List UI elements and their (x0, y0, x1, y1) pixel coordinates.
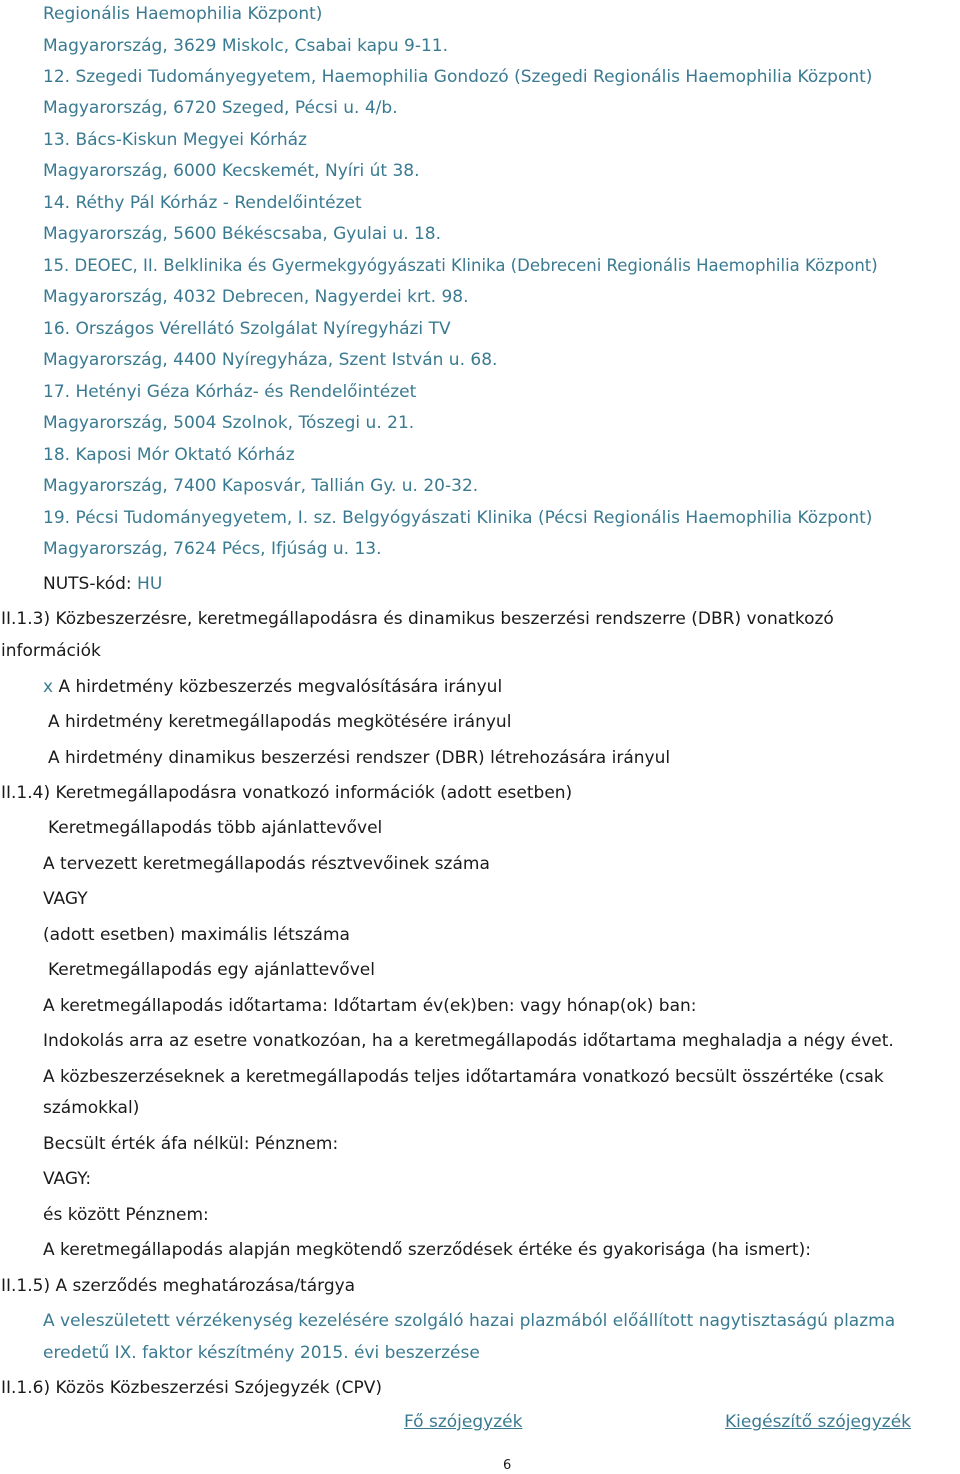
section-heading: II.1.6) Közös Közbeszerzési Szójegyzék (CPV) (1, 1378, 383, 1398)
nuts-value: HU (137, 574, 163, 594)
address-name: 19. Pécsi Tudományegyetem, I. sz. Belgyógyászati Klinika (Pécsi Regionális Haemophilia Központ) (43, 508, 873, 528)
framework-line: számokkal) (43, 1098, 140, 1118)
address-line: Magyarország, 5600 Békéscsaba, Gyulai u. 18. (43, 224, 442, 244)
framework-line: A keretmegállapodás alapján megkötendő szerződések értéke és gyakorisága (ha ismert): (43, 1240, 811, 1260)
framework-line: A tervezett keretmegállapodás résztvevőinek száma (43, 854, 490, 874)
contract-description: A veleszületett vérzékenység kezelésére szolgáló hazai plazmából előállított nagytisztaságú plazma (43, 1311, 896, 1331)
section-heading: II.1.3) Közbeszerzésre, keretmegállapodásra és dinamikus beszerzési rendszerre (DBR) vonatkozó (1, 609, 834, 629)
nuts-code (43, 574, 162, 594)
main-vocabulary-header: Fő szójegyzék (404, 1412, 523, 1432)
check-mark-icon: x (43, 677, 54, 697)
address-name: 14. Réthy Pál Kórház - Rendelőintézet (43, 193, 362, 213)
framework-line: VAGY: (43, 1169, 92, 1189)
contract-description-cont: eredetű IX. faktor készítmény 2015. évi beszerzése (43, 1343, 480, 1363)
address-line: Magyarország, 6000 Kecskemét, Nyíri út 38. (43, 161, 420, 181)
framework-line: Keretmegállapodás több ajánlattevővel (48, 818, 383, 838)
section-heading: II.1.4) Keretmegállapodásra vonatkozó információk (adott esetben) (1, 783, 573, 803)
option-label: A hirdetmény közbeszerzés megvalósítására irányul (58, 677, 503, 697)
address-line: Magyarország, 3629 Miskolc, Csabai kapu 9-11. (43, 36, 448, 56)
address-name: 15. DEOEC, II. Belklinika és Gyermekgyógyászati Klinika (Debreceni Regionális Haemophilia Központ) (43, 256, 878, 275)
page-number: 6 (503, 1458, 512, 1473)
address-line: Magyarország, 4032 Debrecen, Nagyerdei krt. 98. (43, 287, 469, 307)
address-name: 17. Hetényi Géza Kórház- és Rendelőintézet (43, 382, 417, 402)
framework-line: és között Pénznem: (43, 1205, 209, 1225)
framework-line: A keretmegállapodás időtartama: Időtartam év(ek)ben: vagy hónap(ok) ban: (43, 996, 697, 1016)
address-name: 18. Kaposi Mór Oktató Kórház (43, 445, 295, 465)
address-line: Magyarország, 7400 Kaposvár, Tallián Gy. u. 20-32. (43, 476, 479, 496)
address-line: Magyarország, 5004 Szolnok, Tószegi u. 21. (43, 413, 415, 433)
option-dbr: A hirdetmény dinamikus beszerzési rendszer (DBR) létrehozására irányul (48, 748, 671, 768)
option-procurement (43, 677, 502, 697)
framework-line: Becsült érték áfa nélkül: Pénznem: (43, 1134, 339, 1154)
address-name: 13. Bács-Kiskun Megyei Kórház (43, 130, 307, 150)
address-line: Magyarország, 4400 Nyíregyháza, Szent István u. 68. (43, 350, 498, 370)
section-heading: II.1.5) A szerződés meghatározása/tárgya (1, 1276, 356, 1296)
option-framework: A hirdetmény keretmegállapodás megkötésére irányul (48, 712, 512, 732)
framework-line: A közbeszerzéseknek a keretmegállapodás teljes időtartamára vonatkozó becsült összértéke (csak (43, 1067, 884, 1087)
address-line: Magyarország, 6720 Szeged, Pécsi u. 4/b. (43, 98, 398, 118)
address-name: Regionális Haemophilia Központ) (43, 4, 323, 24)
section-heading-cont: információk (1, 641, 101, 661)
address-line: Magyarország, 7624 Pécs, Ifjúság u. 13. (43, 539, 382, 559)
nuts-label: NUTS-kód: (43, 574, 132, 594)
address-name: 12. Szegedi Tudományegyetem, Haemophilia Gondozó (Szegedi Regionális Haemophilia Központ) (43, 67, 873, 87)
framework-line: Indokolás arra az esetre vonatkozóan, ha a keretmegállapodás időtartama meghaladja a négy évet. (43, 1031, 894, 1051)
supplementary-vocabulary-header: Kiegészítő szójegyzék (725, 1412, 911, 1432)
address-name: 16. Országos Vérellátó Szolgálat Nyíregyházi TV (43, 319, 451, 339)
framework-line: (adott esetben) maximális létszáma (43, 925, 350, 945)
framework-line: VAGY (43, 889, 88, 909)
framework-line: Keretmegállapodás egy ajánlattevővel (48, 960, 375, 980)
